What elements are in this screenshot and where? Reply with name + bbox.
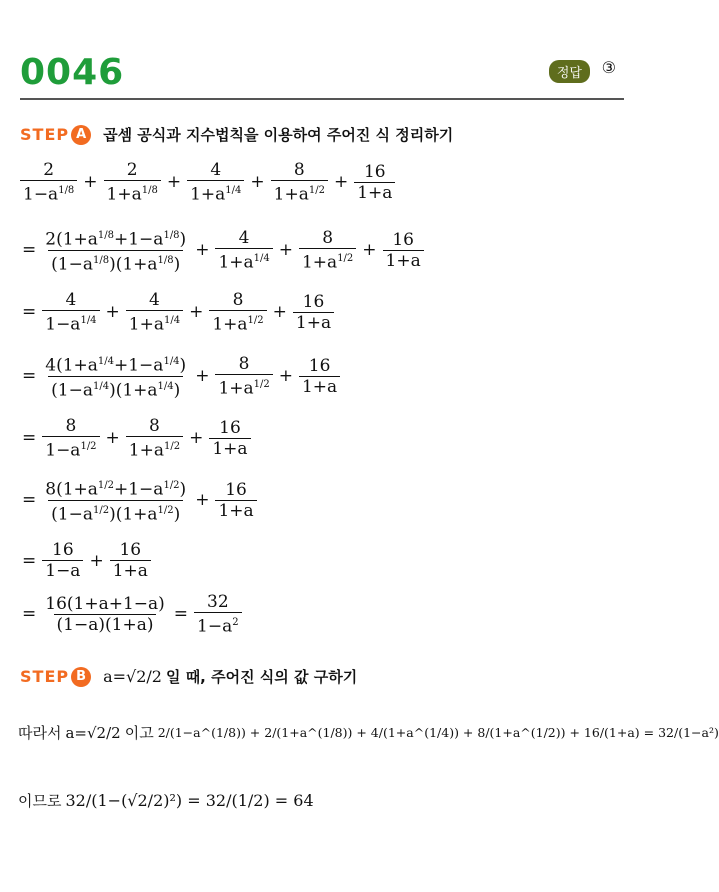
- step-b-word: STEP: [20, 667, 70, 686]
- conclusion-eq2: 2/(1−a^(1/8)) + 2/(1+a^(1/8)) + 4/(1+a^(1/4)) + 8/(1+a^(1/2)) + 16/(1+a) = 32/(1−a²): [157, 725, 719, 740]
- step-a-badge: A: [71, 125, 91, 145]
- equation-line-3: = $\frac{4}{1-a^{1/4}}$ + $\frac{4}{1+a^{1/4}}$ + $\frac{8}{1+a^{1/2}}$ + $\frac{16}{1+a}$: [18, 290, 336, 335]
- equation-line-1: $\frac{2}{1-a^{1/8}}$ + $\frac{2}{1+a^{1/8}}$ + $\frac{4}{1+a^{1/4}}$ + $\frac{8}{1+a^{1/2}}$ + $\frac{16}{1+a}$: [18, 160, 397, 205]
- equation-line-6: = $\frac{8(1+a^{1/2}+1-a^{1/2})}{(1-a^{1/2})(1+a^{1/2})}$ + $\frac{16}{1+a}$: [18, 476, 259, 524]
- header-divider: [20, 98, 624, 100]
- step-a-title: 곱셈 공식과 지수법칙을 이용하여 주어진 식 정리하기: [103, 126, 454, 144]
- equation-line-5: = $\frac{8}{1-a^{1/2}}$ + $\frac{8}{1+a^{1/2}}$ + $\frac{16}{1+a}$: [18, 416, 253, 461]
- step-b-heading: [20, 666, 357, 687]
- step-b-badge: B: [71, 667, 91, 687]
- final-prefix: 이므로: [18, 792, 62, 810]
- conclusion-eq1: a=√2/2: [65, 723, 121, 742]
- final-expression: 32/(1−(√2/2)²) = 32/(1/2) = 64: [65, 791, 314, 810]
- step-a-word: STEP: [20, 125, 70, 144]
- equation-line-2: = $\frac{2(1+a^{1/8}+1-a^{1/8})}{(1-a^{1/8})(1+a^{1/8})}$ + $\frac{4}{1+a^{1/4}}$ + $\frac{8}{1+a^{1/2}}$ + $\frac{16}{1+a}$: [18, 226, 426, 274]
- conclusion-prefix: 따라서: [18, 724, 62, 742]
- equation-line-4: = $\frac{4(1+a^{1/4}+1-a^{1/4})}{(1-a^{1/4})(1+a^{1/4})}$ + $\frac{8}{1+a^{1/2}}$ + $\frac{16}{1+a}$: [18, 352, 342, 400]
- conclusion-line: [18, 722, 719, 743]
- equation-line-7: = $\frac{16}{1-a}$ + $\frac{16}{1+a}$: [18, 540, 153, 581]
- question-number: 0046: [20, 52, 125, 93]
- header: [20, 52, 620, 98]
- step-b-title: 일 때, 주어진 식의 값 구하기: [165, 668, 358, 686]
- step-a-heading: [20, 124, 453, 145]
- answer-label: 정답: [549, 60, 590, 83]
- equation-line-8: = $\frac{16(1+a+1-a)}{(1-a)(1+a)}$ = $\frac{32}{1-a^2}$: [18, 592, 244, 637]
- answer-value: ③: [601, 58, 616, 77]
- step-b-condition: a=√2/2: [103, 667, 162, 686]
- final-line: [18, 790, 314, 811]
- conclusion-connector: 이고: [124, 724, 154, 742]
